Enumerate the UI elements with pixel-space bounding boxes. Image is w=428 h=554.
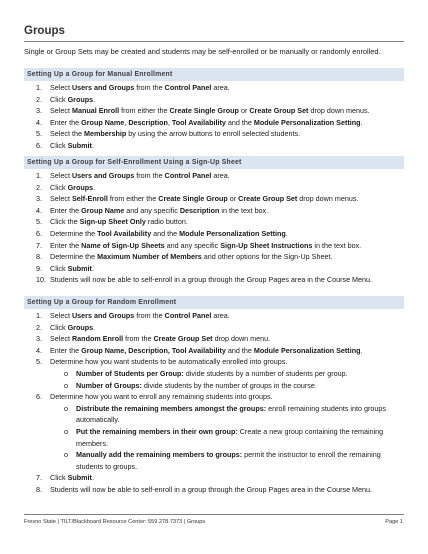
step-number: 7. bbox=[36, 473, 42, 483]
step-text: drop down menu. bbox=[212, 334, 271, 344]
step-text: Enter the bbox=[50, 117, 82, 127]
step-item bbox=[24, 484, 404, 496]
step-text: and other options for the Sign-Up Sheet. bbox=[201, 252, 333, 262]
step-item bbox=[24, 356, 404, 368]
step-item bbox=[24, 94, 404, 106]
step-number: 5. bbox=[36, 217, 42, 227]
step-text: . bbox=[91, 473, 94, 483]
step-text: Click bbox=[50, 263, 68, 273]
step-number: 2. bbox=[36, 322, 42, 332]
section-heading-manual: Setting Up a Group for Manual Enrollment bbox=[24, 68, 404, 81]
step-text: Click bbox=[50, 322, 68, 332]
step-number: 3. bbox=[36, 194, 42, 204]
step-text: . bbox=[91, 140, 94, 150]
step-item bbox=[24, 216, 404, 228]
steps-list-random bbox=[24, 310, 404, 496]
sub-bullet-item bbox=[24, 380, 404, 392]
step-text: . bbox=[93, 94, 96, 104]
step-text: in the text box. bbox=[219, 205, 269, 215]
step-number: 3. bbox=[36, 106, 42, 116]
emphasis-text: Group Name, Description, Tool Availability bbox=[81, 345, 226, 355]
emphasis-text: Submit bbox=[67, 263, 92, 273]
step-text: . bbox=[360, 117, 363, 127]
steps-list-self-enroll bbox=[24, 170, 404, 286]
emphasis-text: Submit bbox=[67, 473, 92, 483]
emphasis-text: Membership bbox=[83, 129, 127, 139]
emphasis-text: Maximum Number of Members bbox=[97, 252, 202, 262]
emphasis-text: Name of Sign-Up Sheets bbox=[81, 240, 165, 250]
step-text: . bbox=[360, 345, 363, 355]
emphasis-text: Users and Groups bbox=[71, 311, 135, 320]
emphasis-text: Sign-Up Sheet Instructions bbox=[220, 240, 313, 250]
sub-bullet-item bbox=[24, 426, 404, 449]
emphasis-text: Groups bbox=[67, 322, 94, 332]
step-text: divide students by the number of groups in the course. bbox=[141, 380, 317, 390]
emphasis-text: Put the remaining members in their own group: bbox=[76, 426, 238, 436]
step-number: 1. bbox=[36, 311, 42, 320]
step-text: . bbox=[93, 182, 96, 192]
step-number: 2. bbox=[36, 182, 42, 192]
bullet-marker: o bbox=[64, 380, 68, 390]
step-text: and the bbox=[151, 228, 180, 238]
page-title: Groups bbox=[24, 25, 65, 37]
step-item bbox=[24, 82, 404, 94]
footer-divider bbox=[24, 514, 404, 515]
emphasis-text: Description bbox=[128, 117, 168, 127]
step-text: or bbox=[238, 106, 250, 116]
emphasis-text: Group Name bbox=[81, 205, 125, 215]
emphasis-text: Random Enroll bbox=[71, 334, 124, 344]
title-divider bbox=[24, 41, 404, 42]
step-text: Select bbox=[50, 106, 72, 116]
step-item bbox=[24, 274, 404, 286]
emphasis-text: Module Personalization Setting bbox=[179, 228, 286, 238]
step-number: 6. bbox=[36, 228, 42, 238]
emphasis-text: Number of Groups: bbox=[76, 380, 142, 390]
step-text: Click bbox=[50, 182, 68, 192]
emphasis-text: Groups bbox=[67, 94, 94, 104]
emphasis-text: Number of Students per Group: bbox=[76, 368, 184, 378]
step-text: enroll remaining students into groups automatically. bbox=[76, 403, 386, 425]
step-text: Select the bbox=[50, 129, 84, 139]
emphasis-text: Tool Availability bbox=[171, 117, 226, 127]
step-item bbox=[24, 251, 404, 263]
step-text: Click bbox=[50, 473, 68, 483]
step-text: Click bbox=[50, 94, 68, 104]
step-text: from the bbox=[134, 83, 165, 92]
step-item bbox=[24, 472, 404, 484]
sub-bullet-item bbox=[24, 368, 404, 380]
step-item bbox=[24, 228, 404, 240]
step-text: permit the instructor to enroll the remaining students to groups. bbox=[76, 450, 381, 471]
emphasis-text: Create Single Group bbox=[169, 106, 239, 116]
emphasis-text: Control Panel bbox=[164, 311, 212, 320]
emphasis-text: Sign-up Sheet Only bbox=[79, 217, 146, 227]
step-number: 4. bbox=[36, 345, 42, 355]
step-text: divide students by a number of students per group. bbox=[183, 368, 348, 378]
emphasis-text: Group Name bbox=[81, 117, 125, 127]
step-item bbox=[24, 391, 404, 403]
step-item bbox=[24, 193, 404, 205]
emphasis-text: Distribute the remaining members amongst the groups: bbox=[76, 403, 267, 413]
step-text: Select bbox=[50, 334, 72, 344]
section-heading-self-enroll: Setting Up a Group for Self-Enrollment Using a Sign-Up Sheet bbox=[24, 156, 404, 169]
emphasis-text: Module Personalization Setting bbox=[253, 345, 361, 355]
step-text: Select bbox=[50, 194, 72, 204]
step-text: and the bbox=[225, 345, 254, 355]
step-item bbox=[24, 240, 404, 252]
step-number: 5. bbox=[36, 129, 42, 139]
step-text: . bbox=[285, 228, 288, 238]
bullet-marker: o bbox=[64, 450, 68, 460]
step-text: Enter the bbox=[50, 205, 82, 215]
emphasis-text: Create Group Set bbox=[153, 334, 213, 344]
step-text: by using the arrow buttons to enroll selected students. bbox=[126, 129, 301, 139]
step-item bbox=[24, 310, 404, 322]
step-item bbox=[24, 205, 404, 217]
steps-list-manual bbox=[24, 82, 404, 152]
footer-text: Fresno State | TILT/Blackboard Resource Center: 559.278.7373 | Groups bbox=[24, 519, 206, 525]
step-text: from the bbox=[123, 334, 154, 344]
step-item bbox=[24, 128, 404, 140]
step-number: 3. bbox=[36, 334, 42, 344]
sub-bullet-item bbox=[24, 403, 404, 426]
step-text: drop down menus. bbox=[308, 106, 370, 116]
emphasis-text: Submit bbox=[67, 140, 92, 150]
step-text: area. bbox=[211, 171, 230, 180]
step-number: 6. bbox=[36, 392, 42, 402]
step-text: Select bbox=[50, 83, 72, 92]
step-item bbox=[24, 322, 404, 334]
step-number: 5. bbox=[36, 357, 42, 367]
step-text: and the bbox=[225, 117, 254, 127]
step-text: Click the bbox=[50, 217, 80, 227]
step-text: Students will now be able to self-enroll in a group through the Group Pages area in the Course Menu. bbox=[50, 484, 373, 494]
intro-paragraph: Single or Group Sets may be created and students may be self-enrolled or be manually or randomly enrolled. bbox=[24, 47, 381, 56]
step-text: from either the bbox=[119, 106, 170, 116]
emphasis-text: Self-Enroll bbox=[71, 194, 108, 204]
section-heading-random: Setting Up a Group for Random Enrollment bbox=[24, 296, 404, 309]
step-number: 4. bbox=[36, 117, 42, 127]
bullet-marker: o bbox=[64, 403, 68, 413]
emphasis-text: Create Group Set bbox=[249, 106, 309, 116]
step-text: and any specific bbox=[124, 205, 180, 215]
step-text: from the bbox=[134, 171, 165, 180]
step-text: Students will now be able to self-enroll in a group through the Group Pages area in the Course Menu. bbox=[50, 275, 373, 285]
step-text: . bbox=[93, 322, 96, 332]
step-item bbox=[24, 333, 404, 345]
emphasis-text: Users and Groups bbox=[71, 83, 135, 92]
page-number: Page 1 bbox=[385, 519, 403, 525]
emphasis-text: Manually add the remaining members to groups: bbox=[76, 450, 243, 460]
bullet-marker: o bbox=[64, 368, 68, 378]
step-text: Select bbox=[50, 171, 72, 180]
step-number: 8. bbox=[36, 252, 42, 262]
step-number: 10. bbox=[36, 275, 46, 285]
step-item bbox=[24, 263, 404, 275]
step-text: , bbox=[167, 117, 172, 127]
step-text: from either the bbox=[107, 194, 159, 204]
step-text: or bbox=[227, 194, 239, 204]
step-text: Determine how you want to enroll any remaining students into groups. bbox=[50, 392, 273, 402]
step-number: 7. bbox=[36, 240, 42, 250]
emphasis-text: Groups bbox=[67, 182, 94, 192]
emphasis-text: Description bbox=[179, 205, 220, 215]
step-text: area. bbox=[211, 311, 230, 320]
step-text: drop down menus. bbox=[297, 194, 359, 204]
step-number: 2. bbox=[36, 94, 42, 104]
emphasis-text: Manual Enroll bbox=[71, 106, 120, 116]
step-text: Determine the bbox=[50, 228, 98, 238]
step-item bbox=[24, 345, 404, 357]
step-text: Enter the bbox=[50, 240, 82, 250]
step-item bbox=[24, 140, 404, 152]
step-item bbox=[24, 105, 404, 117]
emphasis-text: Control Panel bbox=[164, 171, 212, 180]
step-item bbox=[24, 182, 404, 194]
step-text: . bbox=[91, 263, 94, 273]
emphasis-text: Create Single Group bbox=[158, 194, 228, 204]
step-text: Enter the bbox=[50, 345, 82, 355]
step-item bbox=[24, 117, 404, 129]
step-text: area. bbox=[211, 83, 230, 92]
emphasis-text: Module Personalization Setting bbox=[253, 117, 361, 127]
step-text: Create a new group containing the remaining members. bbox=[76, 426, 384, 448]
emphasis-text: Control Panel bbox=[164, 83, 212, 92]
step-text: Determine the bbox=[50, 252, 98, 262]
emphasis-text: Create Group Set bbox=[238, 194, 298, 204]
step-number: 4. bbox=[36, 205, 42, 215]
step-number: 6. bbox=[36, 140, 42, 150]
sub-bullet-item bbox=[24, 449, 404, 472]
step-number: 1. bbox=[36, 171, 42, 180]
step-text: from the bbox=[134, 311, 165, 320]
step-number: 9. bbox=[36, 263, 42, 273]
step-text: , bbox=[124, 117, 129, 127]
emphasis-text: Users and Groups bbox=[71, 171, 135, 180]
step-text: Determine how you want students to be automatically enrolled into groups. bbox=[50, 357, 288, 367]
step-number: 8. bbox=[36, 484, 42, 494]
emphasis-text: Tool Availability bbox=[97, 228, 152, 238]
step-text: radio button. bbox=[145, 217, 188, 227]
step-text: and any specific bbox=[164, 240, 221, 250]
bullet-marker: o bbox=[64, 426, 68, 436]
step-text: Click bbox=[50, 140, 68, 150]
step-number: 1. bbox=[36, 83, 42, 92]
step-text: in the text box. bbox=[312, 240, 362, 250]
step-item bbox=[24, 170, 404, 182]
step-text: Select bbox=[50, 311, 72, 320]
